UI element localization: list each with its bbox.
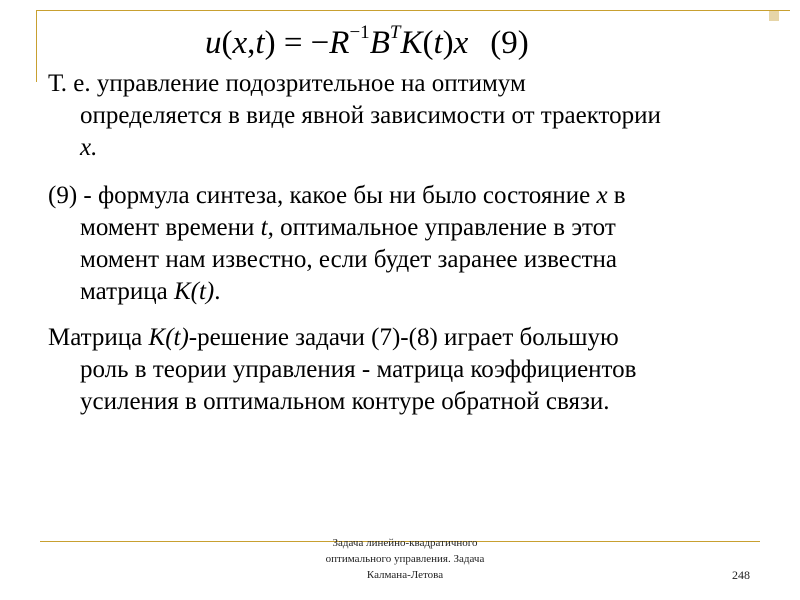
formula-paren: ) <box>442 25 454 61</box>
text-run: матрица <box>80 278 174 305</box>
text-run: в <box>607 182 626 209</box>
page-number: 248 <box>732 568 750 582</box>
text-line: момент нам известно, если будет заранее известна <box>80 246 618 273</box>
text-line: x. <box>80 134 98 161</box>
text-line: усиления в оптимальном контуре обратной связи. <box>80 388 610 415</box>
paragraph-3 <box>48 322 768 418</box>
text-line <box>48 276 768 308</box>
formula-9 <box>205 22 529 62</box>
text-line <box>48 212 768 244</box>
text-line: Т. е. управление подозрительное на оптимум <box>48 70 526 97</box>
formula-transpose: T <box>389 22 401 43</box>
matrix-K: K(t) <box>148 324 189 351</box>
formula-R: R <box>329 25 350 61</box>
variable-t: t <box>260 214 268 241</box>
formula-R-exponent: −1 <box>349 22 370 43</box>
variable-x: x <box>596 182 608 209</box>
text-run: момент времени <box>80 214 261 241</box>
formula-B-exponent <box>390 22 401 43</box>
footer-line: оптимального управления. Задача <box>325 553 485 565</box>
text-run: , оптимальное управление в этот <box>267 214 616 241</box>
text-line <box>48 322 768 354</box>
footer-line: Задача линейно-квадратичного <box>332 537 478 549</box>
matrix-K: K(t) <box>173 278 215 305</box>
text-line: роль в теории управления - матрица коэффициентов <box>80 356 637 383</box>
text-run: Матрица <box>48 324 149 351</box>
formula-K: K <box>400 25 423 61</box>
text-run: (9) - формула синтеза, какое бы ни было состояние <box>48 182 597 209</box>
formula-x: x <box>453 25 469 61</box>
formula-x: x <box>232 25 248 61</box>
formula-u: u <box>205 25 222 61</box>
text-run: -решение задачи (7)-(8) играет большую <box>188 324 619 351</box>
left-accent-rule <box>36 10 37 82</box>
text-line: определяется в виде явной зависимости от траектории <box>80 102 661 129</box>
formula-paren: ( <box>221 25 233 61</box>
footer-line: Калмана-Летова <box>366 569 444 581</box>
corner-square <box>769 11 779 21</box>
formula-comma: , <box>247 25 256 61</box>
formula-paren: ( <box>422 25 434 61</box>
footer-title <box>290 535 520 583</box>
text-line <box>48 180 768 212</box>
paragraph-2 <box>48 180 768 308</box>
formula-equals: ) = − <box>264 25 330 61</box>
equation-number: (9) <box>490 25 529 61</box>
text-run: . <box>214 278 221 305</box>
formula-t: t <box>255 25 265 61</box>
formula-t: t <box>433 25 443 61</box>
paragraph-1 <box>48 68 768 164</box>
formula-B: B <box>369 25 390 61</box>
top-rule <box>36 10 790 11</box>
